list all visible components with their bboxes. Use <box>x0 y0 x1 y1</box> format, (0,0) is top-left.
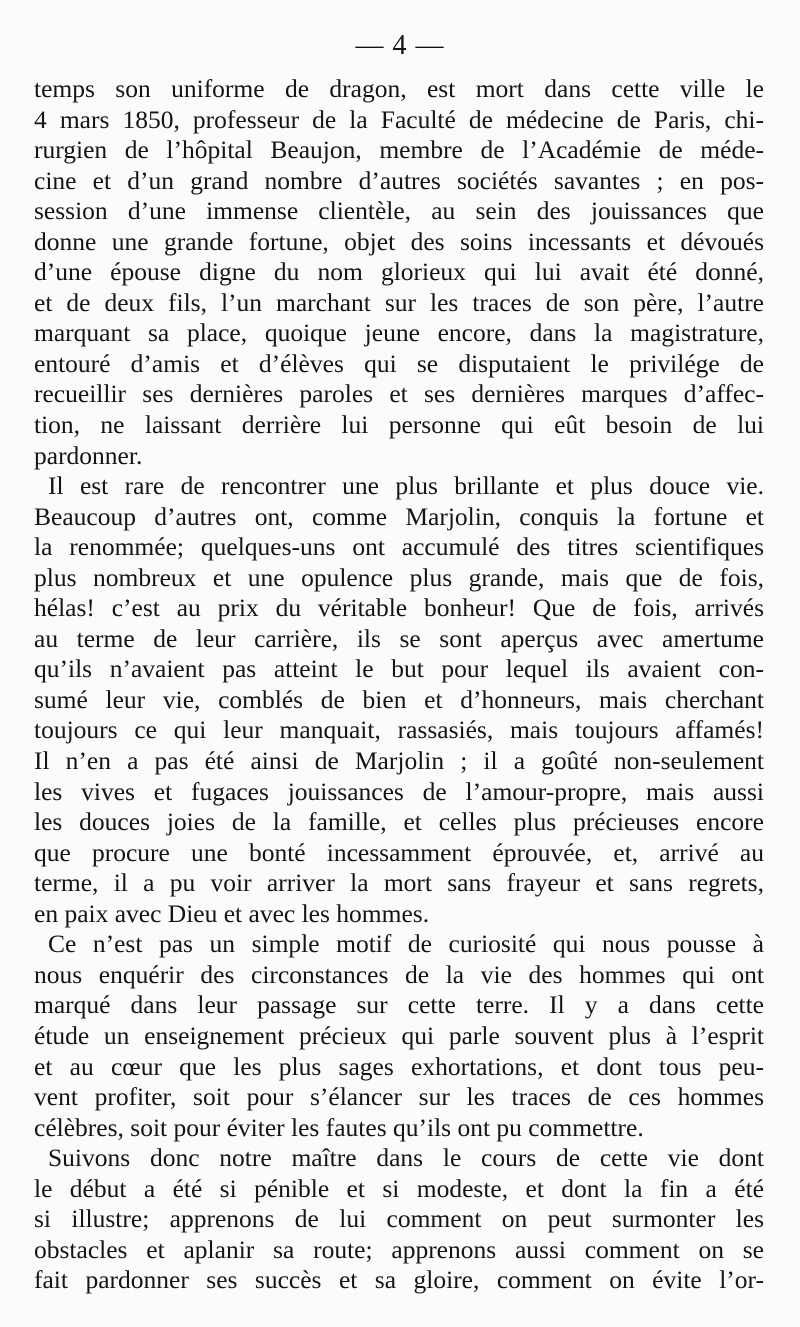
text-line: qu’ils n’avaient pas atteint le but pour lequel ils avaient con- <box>34 654 764 684</box>
text-line: célèbres, soit pour éviter les fautes qu’ils ont pu commettre. <box>34 1112 644 1142</box>
text-line: que procure une bonté incessamment éprouvée, et, arrivé au <box>34 837 764 867</box>
text-line: et au cœur que les plus sages exhortations, et dont tous peu- <box>34 1051 764 1081</box>
text-line: au terme de leur carrière, ils se sont aperçus avec amertume <box>34 623 764 653</box>
text-line: marquant sa place, quoique jeune encore, dans la magistrature, <box>34 318 764 348</box>
text-line: session d’une immense clientèle, au sein des jouissances que <box>34 196 764 226</box>
text-line: Ce n’est pas un simple motif de curiosité qui nous pousse à <box>48 929 764 959</box>
text-line: sumé leur vie, comblés de bien et d’honneurs, mais cherchant <box>34 684 764 714</box>
text-line: temps son uniforme de dragon, est mort dans cette ville le <box>34 74 764 103</box>
paragraph-1 <box>34 74 764 471</box>
text-line: Suivons donc notre maître dans le cours de cette vie dont <box>48 1143 764 1173</box>
paragraph-2 <box>34 471 764 929</box>
text-line: le début a été si pénible et si modeste, et dont la fin a été <box>34 1173 764 1203</box>
text-line: si illustre; apprenons de lui comment on peut surmonter les <box>34 1204 764 1234</box>
text-line: les douces joies de la famille, et celles plus précieuses encore <box>34 807 764 837</box>
text-line: d’une épouse digne du nom glorieux qui lui avait été donné, <box>34 257 764 287</box>
text-line: étude un enseignement précieux qui parle souvent plus à l’esprit <box>34 1020 764 1050</box>
text-line: donne une grande fortune, objet des soins incessants et dévoués <box>34 226 764 256</box>
text-line: et de deux fils, l’un marchant sur les traces de son père, l’autre <box>34 287 764 317</box>
text-line: nous enquérir des circonstances de la vie des hommes qui ont <box>34 959 764 989</box>
page-number: — 4 — <box>355 30 445 61</box>
text-line: pardonner. <box>34 440 143 470</box>
text-line: hélas! c’est au prix du véritable bonheur! Que de fois, arrivés <box>34 593 764 623</box>
text-line: 4 mars 1850, professeur de la Faculté de médecine de Paris, chi- <box>34 104 764 134</box>
text-line: vent profiter, soit pour s’élancer sur les traces de ces hommes <box>34 1082 764 1112</box>
text-line: plus nombreux et une opulence plus grande, mais que de fois, <box>34 562 764 592</box>
text-line: entouré d’amis et d’élèves qui se disputaient le privilége de <box>34 348 764 378</box>
text-line: toujours ce qui leur manquait, rassasiés, mais toujours affamés! <box>34 715 764 745</box>
text-line: marqué dans leur passage sur cette terre. Il y a dans cette <box>34 990 764 1020</box>
text-line: recueillir ses dernières paroles et ses dernières marques d’affec- <box>34 379 764 409</box>
text-line: Il n’en a pas été ainsi de Marjolin ; il a goûté non-seulement <box>34 746 764 776</box>
paragraph-4 <box>34 1143 764 1296</box>
text-line: Il est rare de rencontrer une plus brillante et plus douce vie. <box>48 471 764 501</box>
text-line: rurgien de l’hôpital Beaujon, membre de l’Académie de méde- <box>34 135 764 165</box>
text-line: obstacles et aplanir sa route; apprenons aussi comment on se <box>34 1234 764 1264</box>
text-line: fait pardonner ses succès et sa gloire, comment on évite l’or- <box>34 1265 764 1295</box>
body-text <box>34 74 764 1296</box>
text-line: en paix avec Dieu et avec les hommes. <box>34 898 430 928</box>
text-line: Beaucoup d’autres ont, comme Marjolin, conquis la fortune et <box>34 501 764 531</box>
text-line: les vives et fugaces jouissances de l’amour-propre, mais aussi <box>34 776 764 806</box>
text-line: la renommée; quelques-uns ont accumulé des titres scientifiques <box>34 532 764 562</box>
paragraph-3 <box>34 929 764 1143</box>
text-line: cine et d’un grand nombre d’autres sociétés savantes ; en pos- <box>34 165 764 195</box>
text-line: terme, il a pu voir arriver la mort sans frayeur et sans regrets, <box>34 868 764 898</box>
text-line: tion, ne laissant derrière lui personne qui eût besoin de lui <box>34 410 764 440</box>
